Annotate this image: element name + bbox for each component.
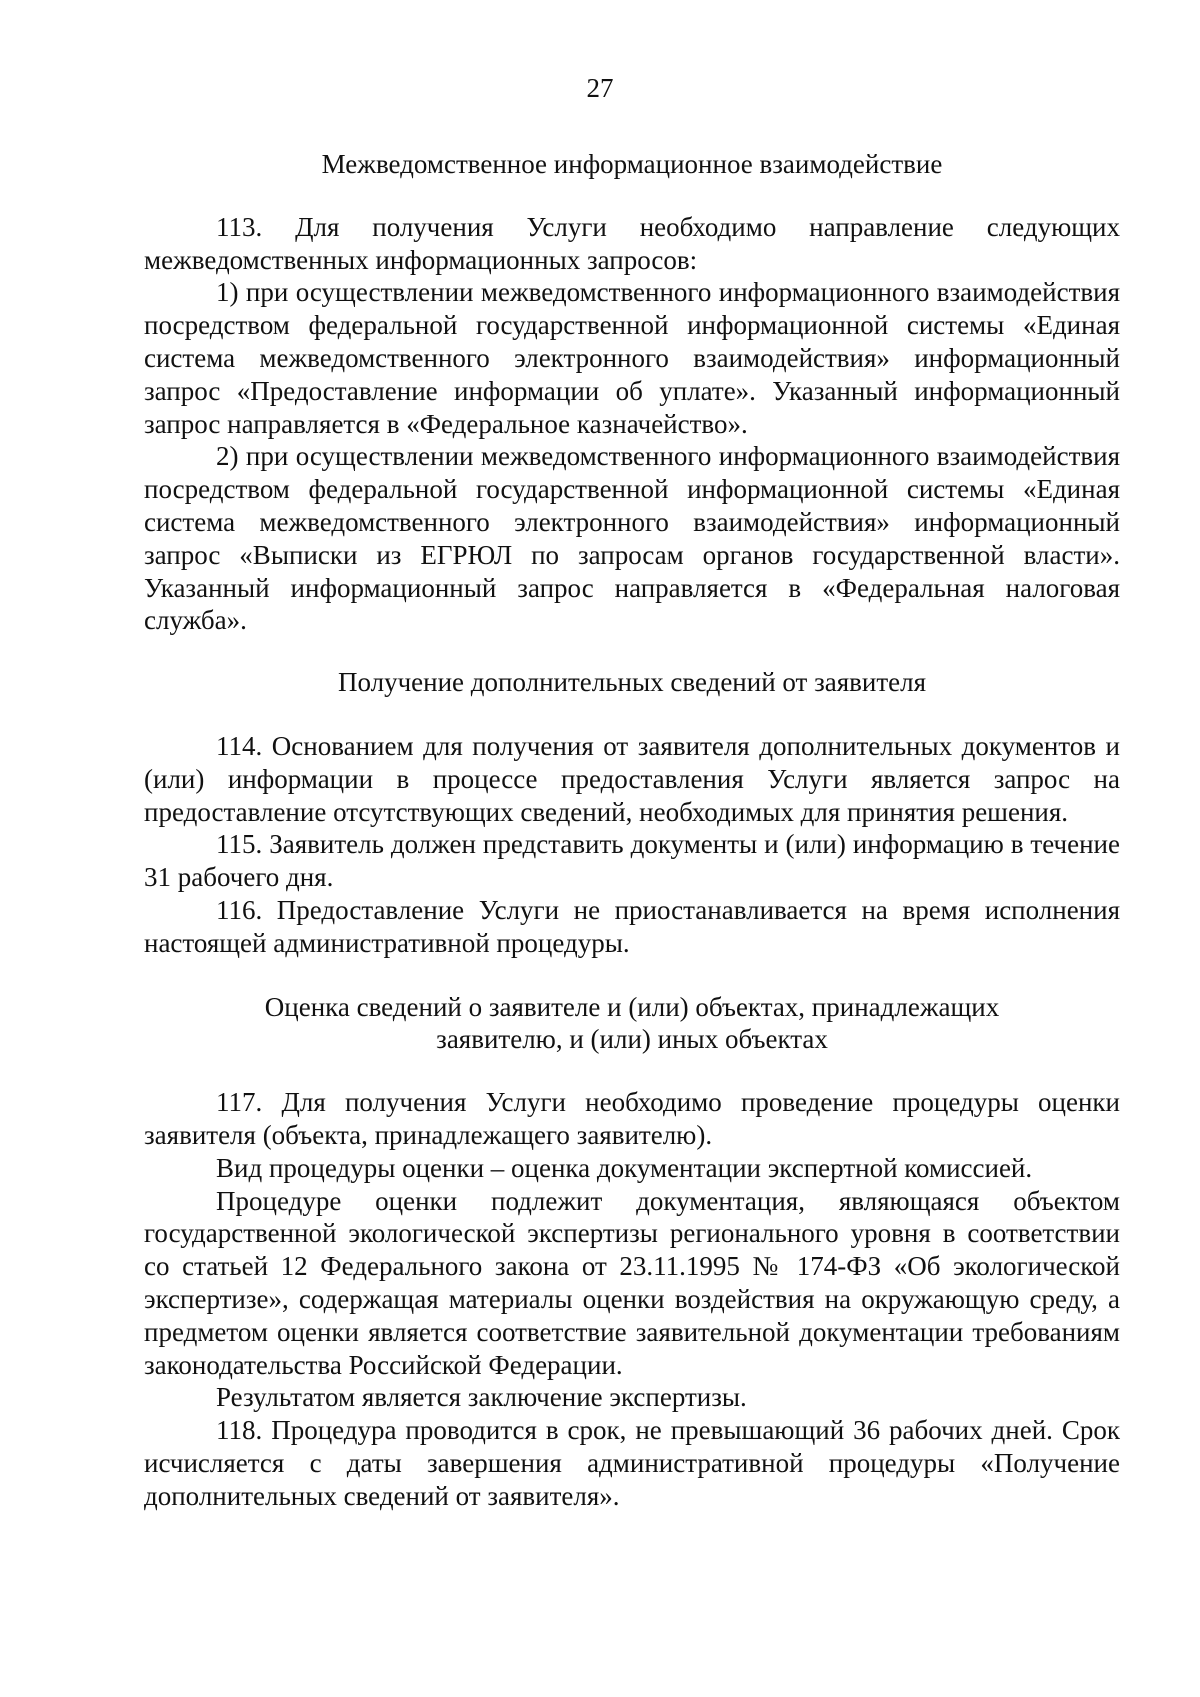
paragraph-117: 117. Для получения Услуги необходимо проведение процедуры оценки заявителя (объекта, принадлежащего заявителю). — [144, 1087, 1120, 1150]
section-heading-assessment — [144, 991, 1120, 1057]
paragraph-assessment-type: Вид процедуры оценки – оценка документации экспертной комиссией. — [216, 1152, 1033, 1183]
paragraph-114: 114. Основанием для получения от заявителя дополнительных документов и (или) информации в процессе предоставления Услуги является запрос на предоставление отсутствующих сведений, необходимых для принятия решения. — [144, 730, 1120, 827]
paragraph-113-item-2: 2) при осуществлении межведомственного информационного взаимодействия посредством федеральной государственной информационной системы «Единая система межведомственного электронного взаимодействия» информационный запрос «Выписки из ЕГРЮЛ по запросам органов государственной власти». Указанный информационный запрос направляется в «Федеральная налоговая служба». — [144, 441, 1120, 636]
paragraph-115: 115. Заявитель должен представить документы и (или) информацию в течение 31 рабочего дня. — [144, 829, 1120, 893]
paragraph-assessment-result: Результатом является заключение экспертизы. — [216, 1382, 747, 1413]
section-heading-interagency — [144, 148, 1120, 181]
page-number: 27 — [586, 73, 614, 103]
heading-line: Оценка сведений о заявителе и (или) объектах, принадлежащих — [264, 991, 1000, 1022]
heading-line: Межведомственное информационное взаимодействие — [321, 149, 943, 179]
paragraph-113: 113. Для получения Услуги необходимо направление следующих межведомственных информационных запросов: — [144, 211, 1120, 275]
paragraph-assessment-subject: Процедуре оценки подлежит документация, являющаяся объектом государственной экологической экспертизы регионального уровня в соответствии со статьей 12 Федерального закона от 23.11.1995 № 174-ФЗ «Об экологической экспертизе», содержащая материалы оценки воздействия на окружающую среду, а предметом оценки является соответствие заявительной документации требованиям законодательства Российской Федерации. — [144, 1185, 1120, 1380]
heading-line: Получение дополнительных сведений от заявителя — [337, 667, 927, 698]
paragraph-113-item-1: 1) при осуществлении межведомственного информационного взаимодействия посредством федеральной государственной информационной системы «Единая система межведомственного электронного взаимодействия» информационный запрос «Предоставление информации об уплате». Указанный информационный запрос направляется в «Федеральное казначейство». — [144, 277, 1120, 439]
paragraph-118: 118. Процедура проводится в срок, не превышающий 36 рабочих дней. Срок исчисляется с даты завершения административной процедуры «Получение дополнительных сведений от заявителя». — [144, 1415, 1120, 1511]
section-heading-additional-info — [144, 666, 1120, 699]
heading-line: заявителю, и (или) иных объектах — [436, 1024, 828, 1055]
paragraph-116: 116. Предоставление Услуги не приостанавливается на время исполнения настоящей административной процедуры. — [144, 894, 1120, 958]
document-body — [144, 148, 1120, 1512]
